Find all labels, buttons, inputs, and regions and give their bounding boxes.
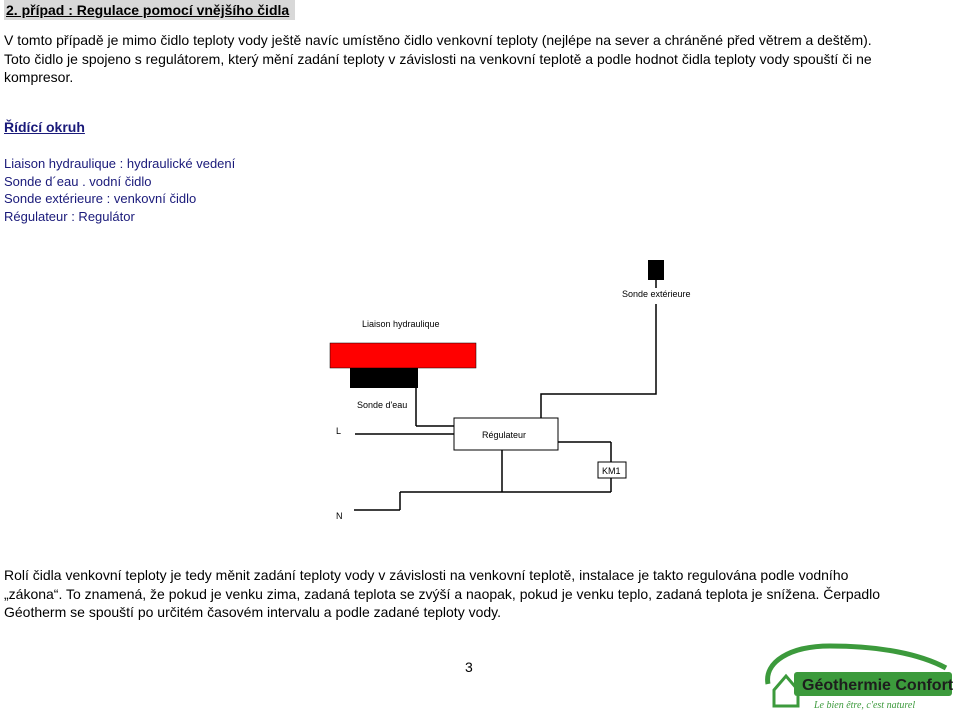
logo-tagline: Le bien être, c'est naturel	[814, 700, 916, 711]
logo-brand-text: Géothermie Confort	[802, 677, 954, 694]
outdoor-sensor-wire	[541, 304, 656, 432]
page-number: 3	[465, 659, 473, 675]
control-circuit-diagram	[250, 240, 740, 532]
hydraulic-pipe	[330, 343, 476, 368]
outro-line: Rolí čidla venkovní teploty je tedy měnit zadání teploty vody v závislosti na venkovní teplotě, instalace je takto regulována podle vodního	[4, 567, 849, 583]
intro-line: V tomto případě je mimo čidlo teploty vody ještě navíc umístěno čidlo venkovní teploty (nejlépe na sever a chráněné před větrem a deštěm).	[4, 32, 872, 48]
legend-item: Sonde d´eau . vodní čidlo	[4, 173, 152, 189]
legend-list	[4, 155, 235, 225]
legend-item: Régulateur : Regulátor	[4, 208, 135, 224]
water-sensor-label: Sonde d'eau	[357, 400, 408, 410]
km1-label: KM1	[602, 466, 621, 476]
outdoor-sensor	[648, 260, 664, 280]
outdoor-sensor-label: Sonde extérieure	[622, 289, 691, 299]
legend-item: Liaison hydraulique : hydraulické vedení	[4, 156, 236, 171]
outro-paragraph	[4, 566, 959, 622]
intro-line: kompresor.	[4, 69, 74, 85]
intro-paragraph	[4, 31, 956, 87]
line-l-label: L	[336, 426, 342, 436]
outro-line: „zákona“. To znamená, že pokud je venku zima, zadaná teplota se zvýší a naopak, pokud je venku teplo, zadaná teplota je snížena. Čerpadlo	[4, 585, 881, 602]
line-n-label: N	[336, 511, 343, 521]
outro-line: Géotherm se spouští po určitém časovém intervalu a podle zadané teploty vody.	[4, 604, 502, 620]
regulator-label: Régulateur	[482, 430, 527, 440]
hydraulic-link-label: Liaison hydraulique	[362, 319, 440, 329]
water-sensor	[350, 368, 418, 388]
company-logo	[760, 640, 955, 712]
legend-item: Sonde extérieure : venkovní čidlo	[4, 191, 197, 206]
intro-line: Toto čidlo je spojeno s regulátorem, který mění zadání teploty v závislosti na venkovní teplotě a podle hodnot čidla teploty vody spouští či ne	[4, 50, 872, 67]
subheading: Řídící okruh	[4, 119, 85, 135]
section-heading: 2. případ : Regulace pomocí vnějšího čidla	[4, 0, 295, 20]
